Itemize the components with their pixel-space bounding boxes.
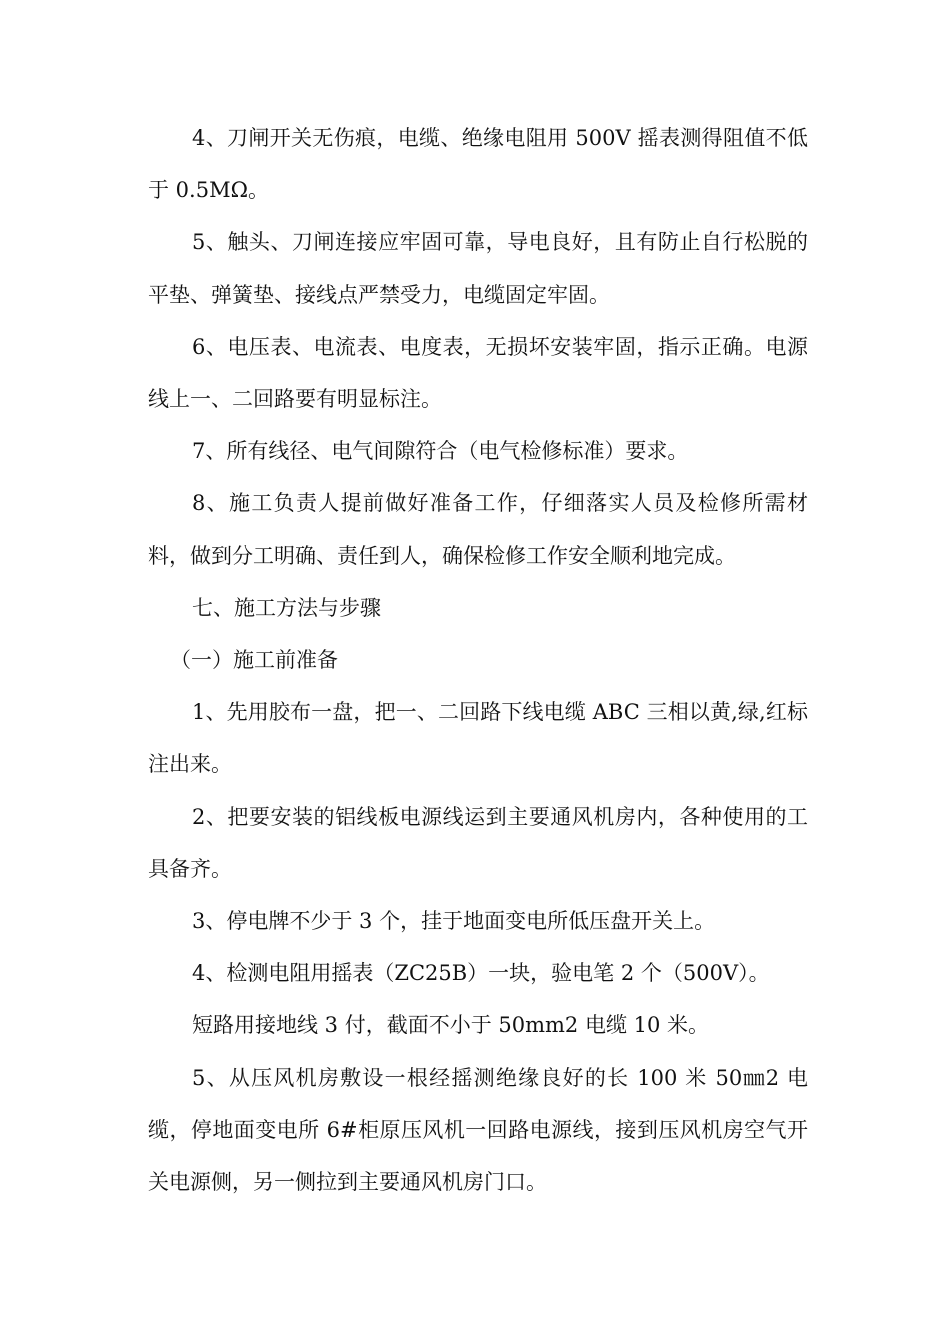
paragraph-item-8: 8、施工负责人提前做好准备工作，仔细落实人员及检修所需材料，做到分工明确、责任到人，确保检修工作安全顺利地完成。 (148, 491, 808, 568)
step-item-2: 2、把要安装的铝线板电源线运到主要通风机房内，各种使用的工具备齐。 (148, 804, 808, 881)
paragraph-item-4: 4、刀闸开关无伤痕，电缆、绝缘电阻用 500V 摇表测得阻值不低于 0.5MΩ。 (148, 126, 808, 203)
subsection-heading-1: （一）施工前准备 (170, 648, 338, 673)
section-heading-7: 七、施工方法与步骤 (192, 595, 381, 620)
step-item-1: 1、先用胶布一盘，把一、二回路下线电缆 ABC 三相以黄,绿,红标注出来。 (148, 700, 808, 777)
paragraph-item-7: 7、所有线径、电气间隙符合（电气检修标准）要求。 (192, 439, 689, 464)
paragraph-item-6: 6、电压表、电流表、电度表，无损坏安装牢固，指示正确。电源线上一、二回路要有明显标注。 (148, 334, 808, 412)
paragraph-item-5: 5、触头、刀闸连接应牢固可靠，导电良好，且有防止自行松脱的平垫、弹簧垫、接线点严禁受力，电缆固定牢固。 (148, 230, 808, 307)
step-item-4-continuation: 短路用接地线 3 付，截面不小于 50mm2 电缆 10 米。 (192, 1013, 710, 1038)
step-item-4: 4、检测电阻用摇表（ZC25B）一块，验电笔 2 个（500V）。 (192, 961, 770, 986)
document-body (148, 112, 808, 1208)
step-item-5: 5、从压风机房敷设一根经摇测绝缘良好的长 100 米 50㎜2 电缆，停地面变电所 6#柜原压风机一回路电源线，接到压风机房空气开关电源侧，另一侧拉到主要通风机房门口。 (148, 1065, 808, 1195)
step-item-3: 3、停电牌不少于 3 个，挂于地面变电所低压盘开关上。 (192, 909, 716, 934)
